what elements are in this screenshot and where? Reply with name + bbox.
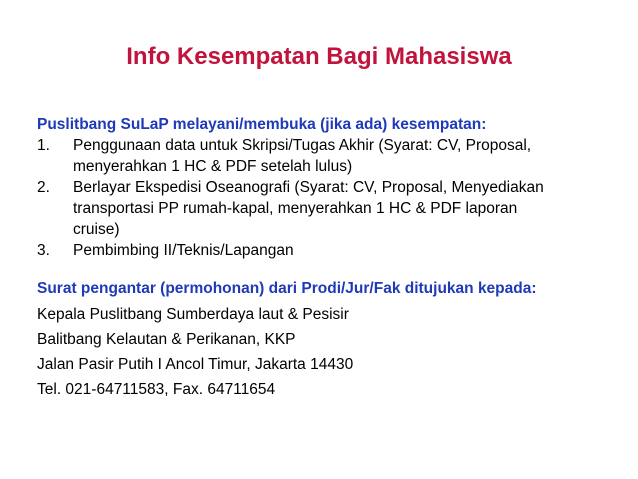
address-line: Tel. 021-64711583, Fax. 64711654: [37, 381, 276, 398]
section2-heading: Surat pengantar (permohonan) dari Prodi/Jur/Fak ditujukan kepada:: [37, 280, 537, 297]
list-number: 1.: [37, 137, 50, 154]
address-line: Balitbang Kelautan & Perikanan, KKP: [37, 331, 296, 348]
list-number: 2.: [37, 179, 50, 196]
section-spacer: [37, 261, 607, 277]
list-item-line: Pembimbing II/Teknis/Lapangan: [73, 242, 294, 259]
list-item: [37, 135, 607, 177]
list-item-text: [73, 135, 607, 177]
slide-title: Info Kesempatan Bagi Mahasiswa: [126, 43, 512, 70]
list-item-text: [73, 177, 607, 240]
address-line: Jalan Pasir Putih I Ancol Timur, Jakarta 14430: [37, 356, 354, 373]
list-item: [37, 240, 607, 261]
list-item-line: Penggunaan data untuk Skripsi/Tugas Akhir (Syarat: CV, Proposal,: [73, 137, 532, 154]
list-item-line: menyerahkan 1 HC & PDF setelah lulus): [73, 158, 353, 175]
slide-content: [37, 114, 607, 402]
list-item-line: cruise): [73, 221, 120, 238]
address-line: Kepala Puslitbang Sumberdaya laut & Pesisir: [37, 306, 349, 323]
list-item-text: [73, 240, 607, 261]
section1-heading: Puslitbang SuLaP melayani/membuka (jika ada) kesempatan:: [37, 116, 487, 133]
opportunity-list: [37, 135, 607, 261]
list-item-line: Berlayar Ekspedisi Oseanografi (Syarat: CV, Proposal, Menyediakan: [73, 179, 544, 196]
list-item-line: transportasi PP rumah-kapal, menyerahkan 1 HC & PDF laporan: [73, 200, 518, 217]
list-item: [37, 177, 607, 240]
list-number: 3.: [37, 242, 50, 259]
